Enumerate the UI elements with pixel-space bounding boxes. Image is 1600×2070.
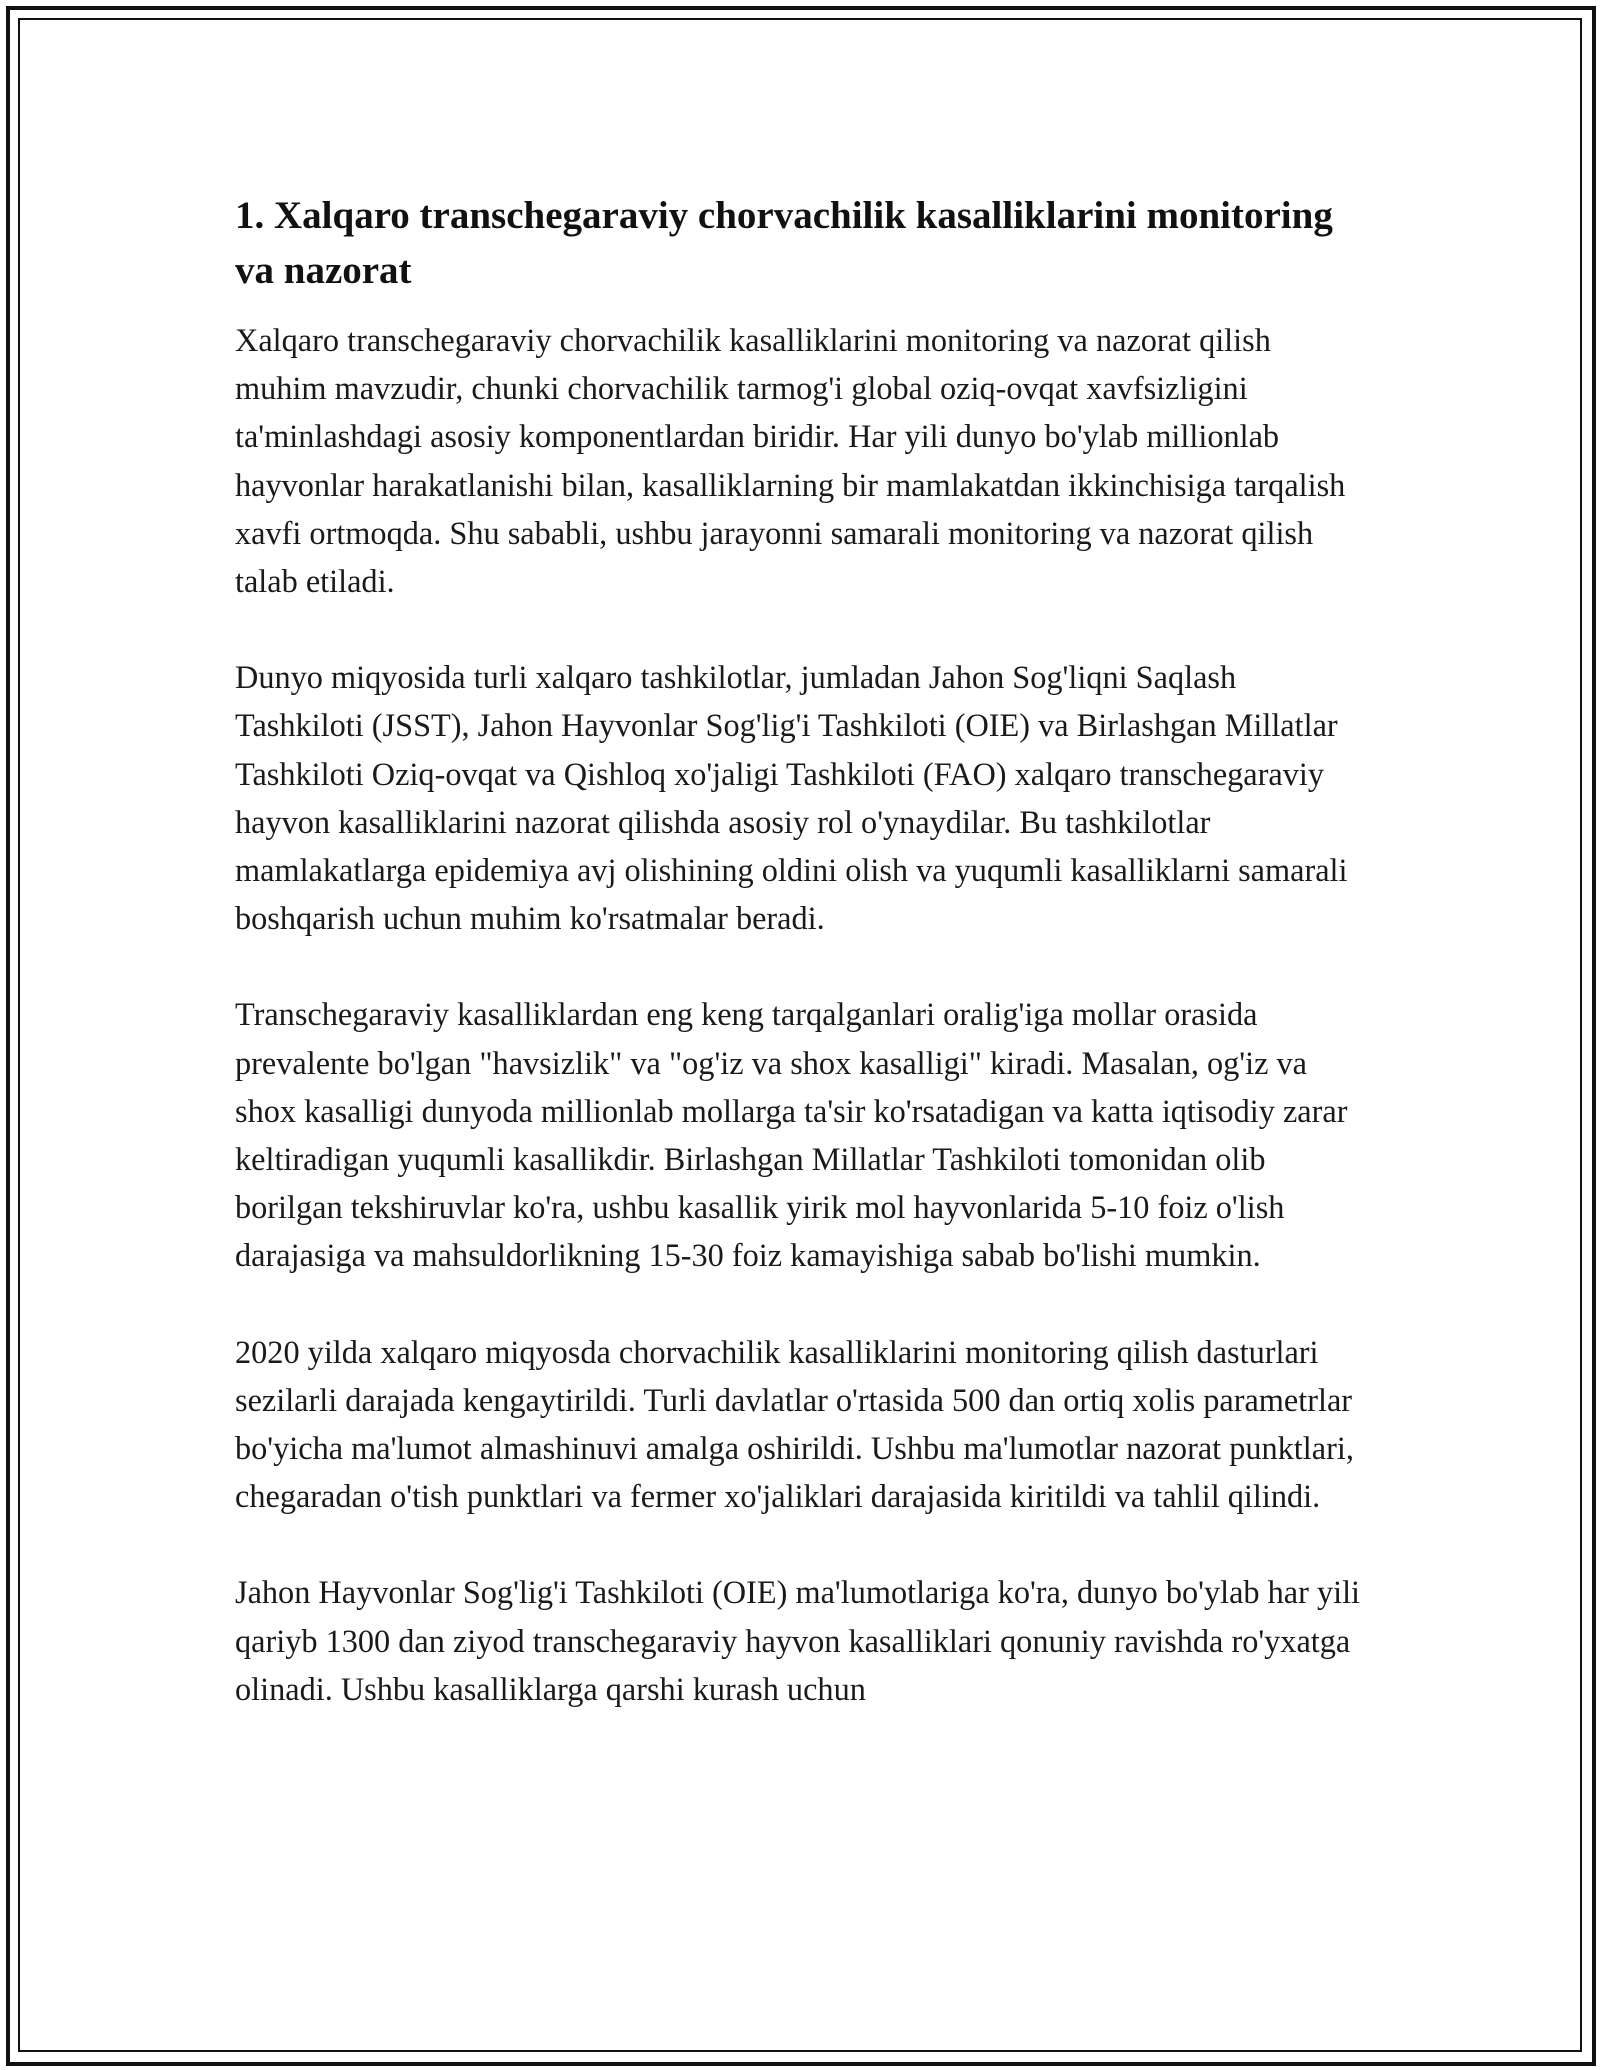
paragraph-2: Dunyo miqyosida turli xalqaro tashkilotlar, jumladan Jahon Sog'liqni Saqlash Tashkiloti (JSST), Jahon Hayvonlar Sog'lig'i Tashkiloti (OIE) va Birlashgan Millatlar Tashkiloti Oziq-ovqat va Qishloq xo'jaligi Tashkiloti (FAO) xalqaro transchegaraviy hayvon kasalliklarini nazorat qilishda asosiy rol o'ynaydilar. Bu tashkilotlar mamlakatlarga epidemiya avj olishining oldini olish va yuqumli kasalliklarni samarali boshqarish uchun muhim ko'rsatmalar beradi. (235, 659, 1348, 937)
section-heading: 1. Xalqaro transchegaraviy chorvachilik kasalliklarini monitoring va nazorat (235, 194, 1333, 292)
paragraph-1: Xalqaro transchegaraviy chorvachilik kasalliklarini monitoring va nazorat qilish muhim mavzudir, chunki chorvachilik tarmog'i global oziq-ovqat xavfsizligini ta'minlashdagi asosiy komponentlardan biridir. Har yili dunyo bo'ylab millionlab hayvonlar harakatlanishi bilan, kasalliklarning bir mamlakatdan ikkinchisiga tarqalish xavfi ortmoqda. Shu sababli, ushbu jarayonni samarali monitoring va nazorat qilish talab etiladi. (235, 322, 1346, 600)
paragraph-4: 2020 yilda xalqaro miqyosda chorvachilik kasalliklarini monitoring qilish dasturlari sezilarli darajada kengaytirildi. Turli davlatlar o'rtasida 500 dan ortiq xolis parametrlar bo'yicha ma'lumot almashinuvi amalga oshirildi. Ushbu ma'lumotlar nazorat punktlari, chegaradan o'tish punktlari va fermer xo'jaliklari darajasida kiritildi va tahlil qilindi. (235, 1333, 1354, 1515)
document-body (235, 188, 1370, 1761)
paragraph-3: Transchegaraviy kasalliklardan eng keng tarqalganlari oralig'iga mollar orasida prevalente bo'lgan "havsizlik" va "og'iz va shox kasalligi" kiradi. Masalan, og'iz va shox kasalligi dunyoda millionlab mollarga ta'sir ko'rsatadigan va katta iqtisodiy zarar keltiradigan yuqumli kasallikdir. Birlashgan Millatlar Tashkiloti tomonidan olib borilgan tekshiruvlar ko'ra, ushbu kasallik yirik mol hayvonlarida 5-10 foiz o'lish darajasiga va mahsuldorlikning 15-30 foiz kamayishiga sabab bo'lishi mumkin. (235, 996, 1348, 1274)
paragraph-5: Jahon Hayvonlar Sog'lig'i Tashkiloti (OIE) ma'lumotlariga ko'ra, dunyo bo'ylab har yili qariyb 1300 dan ziyod transchegaraviy hayvon kasalliklari qonuniy ravishda ro'yxatga olinadi. Ushbu kasalliklarga qarshi kurash uchun (235, 1574, 1361, 1707)
